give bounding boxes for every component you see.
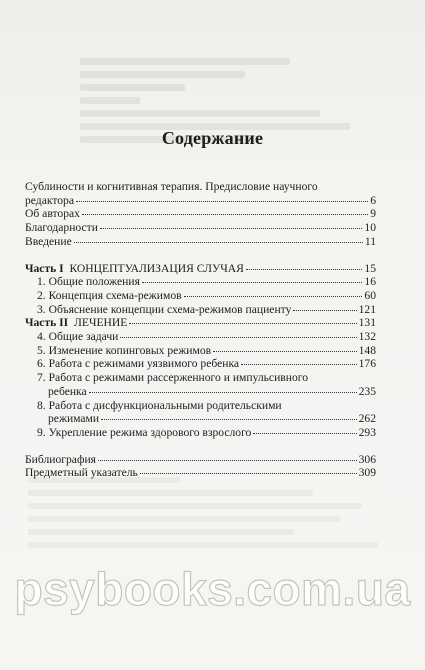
page-number: 10 — [364, 221, 376, 235]
page-number: 306 — [358, 452, 376, 466]
page-number: 235 — [358, 384, 376, 398]
toc-chapter-1: 1. Общие положения 16 — [37, 275, 376, 289]
page-number: 148 — [358, 343, 376, 357]
page-number: 262 — [358, 412, 376, 426]
page-number: 15 — [364, 261, 376, 275]
toc-entry-index: Предметный указатель 309 — [25, 466, 376, 480]
page-number: 60 — [364, 288, 376, 302]
toc-entry-introduction: Введение 11 — [25, 234, 376, 248]
toc-entry-acknowledgements: Благодарности 10 — [25, 221, 376, 235]
toc-entry-preface-line1: Сублиности и когнитивная терапия. Предисловие научного — [25, 180, 318, 193]
page-title: Содержание — [161, 128, 264, 148]
toc-chapter-4: 4. Общие задачи 132 — [37, 330, 376, 344]
page-number: 16 — [364, 275, 376, 289]
toc-chapter-3: 3. Объяснение концепции схема-режимов пациенту 121 — [37, 302, 376, 316]
toc-chapter-7-line1: 7. Работа с режимами рассерженного и импульсивного — [37, 371, 309, 385]
watermark: psybooks.com.ua — [14, 563, 411, 615]
page-number: 131 — [358, 316, 376, 330]
bleed-through-text-bottom — [28, 470, 408, 560]
toc-chapter-7: ребенка 235 — [48, 384, 376, 398]
page-number: 176 — [358, 357, 376, 371]
toc-chapter-9: 9. Укрепление режима здорового взрослого 293 — [37, 425, 376, 439]
toc-part-2: Часть II ЛЕЧЕНИЕ 131 — [25, 316, 376, 330]
toc-entry-authors: Об авторах 9 — [25, 207, 376, 221]
toc-entry-preface: редактора 6 — [25, 193, 376, 207]
page-number: 293 — [358, 425, 376, 439]
toc-entry-bibliography: Библиография 306 — [25, 452, 376, 466]
toc-chapter-8-line1: 8. Работа с дисфункциональными родительскими — [37, 398, 282, 412]
page-number: 309 — [358, 466, 376, 480]
page-number: 11 — [364, 234, 376, 248]
page-number: 6 — [370, 193, 376, 207]
toc-part-1: Часть I КОНЦЕПТУАЛИЗАЦИЯ СЛУЧАЯ 15 — [25, 261, 376, 275]
toc-chapter-6: 6. Работа с режимами уязвимого ребенка 176 — [37, 357, 376, 371]
page-number: 121 — [358, 302, 376, 316]
table-of-contents — [25, 180, 376, 480]
page-number: 132 — [358, 330, 376, 344]
toc-chapter-5: 5. Изменение копинговых режимов 148 — [37, 343, 376, 357]
page-number: 9 — [370, 207, 376, 221]
toc-chapter-2: 2. Концепция схема-режимов 60 — [37, 288, 376, 302]
toc-chapter-8: режимами 262 — [48, 412, 376, 426]
